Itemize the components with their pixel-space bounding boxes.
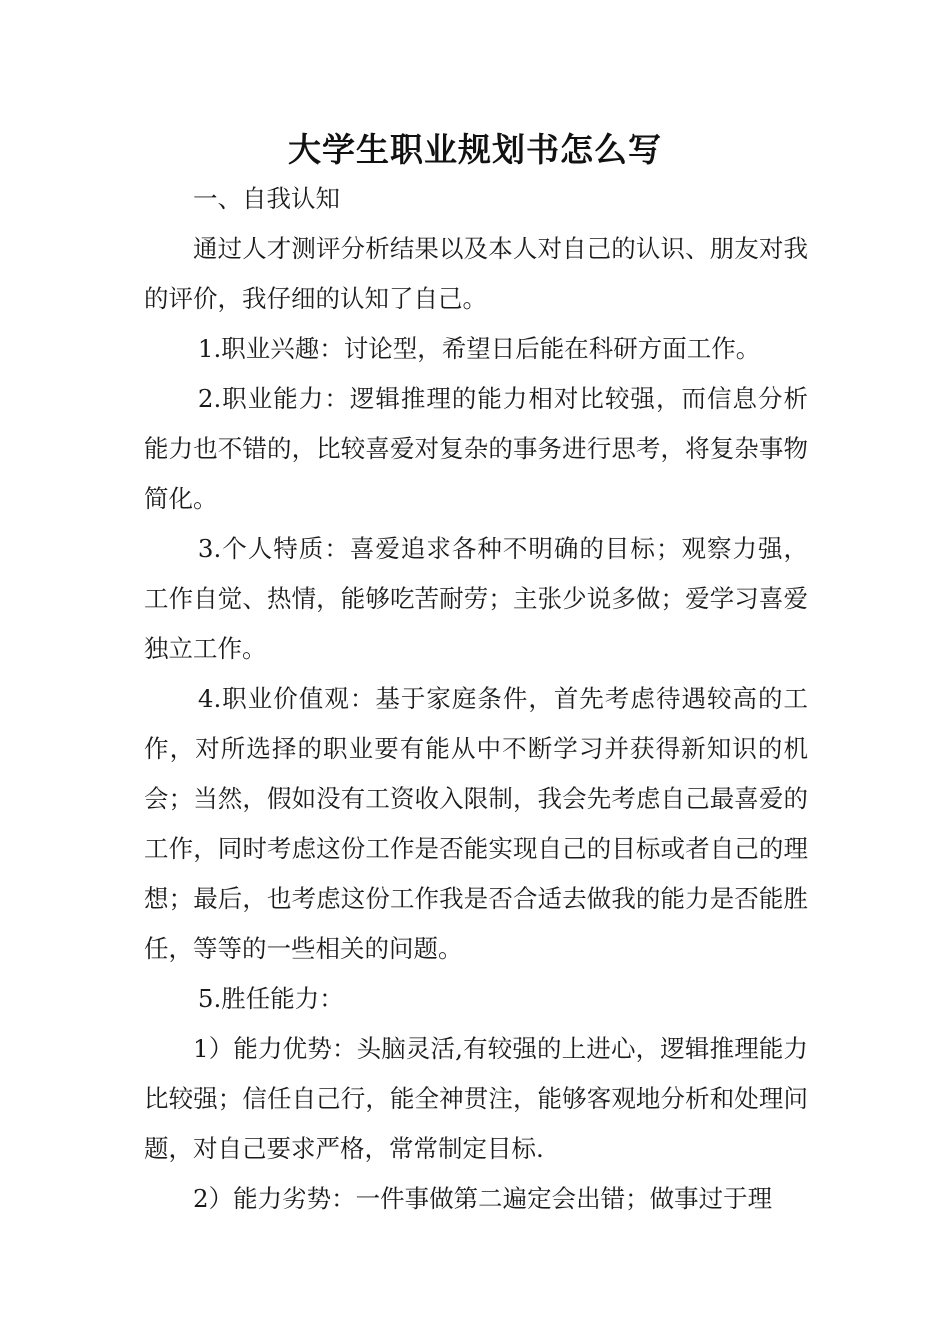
paragraph: 1.职业兴趣：讨论型，希望日后能在科研方面工作。 — [197, 334, 761, 363]
paragraph: 2）能力劣势：一件事做第二遍定会出错；做事过于理 — [193, 1184, 773, 1213]
paragraph: 2.职业能力：逻辑推理的能力相对比较强，而信息分析能力也不错的，比较喜爱对复杂的事务进行思考，将复杂事物简化。 — [144, 384, 808, 513]
paragraph: 1）能力优势：头脑灵活,有较强的上进心，逻辑推理能力比较强；信任自己行，能全神贯注，能够客观地分析和处理问题，对自己要求严格，常常制定目标. — [144, 1034, 808, 1163]
document-body — [144, 174, 808, 1224]
paragraph: 5.胜任能力： — [197, 984, 344, 1013]
section-heading: 一、自我认知 — [193, 184, 340, 213]
paragraph: 4.职业价值观：基于家庭条件，首先考虑待遇较高的工作，对所选择的职业要有能从中不断学习并获得新知识的机会；当然，假如没有工资收入限制，我会先考虑自己最喜爱的工作，同时考虑这份工作是否能实现自己的目标或者自己的理想；最后，也考虑这份工作我是否合适去做我的能力是否能胜任，等等的一些相关的问题。 — [144, 684, 808, 963]
document-title: 大学生职业规划书怎么写 — [288, 130, 662, 169]
paragraph: 通过人才测评分析结果以及本人对自己的认识、朋友对我的评价，我仔细的认知了自己。 — [144, 234, 808, 313]
paragraph: 3.个人特质：喜爱追求各种不明确的目标；观察力强，工作自觉、热情，能够吃苦耐劳；主张少说多做；爱学习喜爱独立工作。 — [144, 534, 808, 663]
